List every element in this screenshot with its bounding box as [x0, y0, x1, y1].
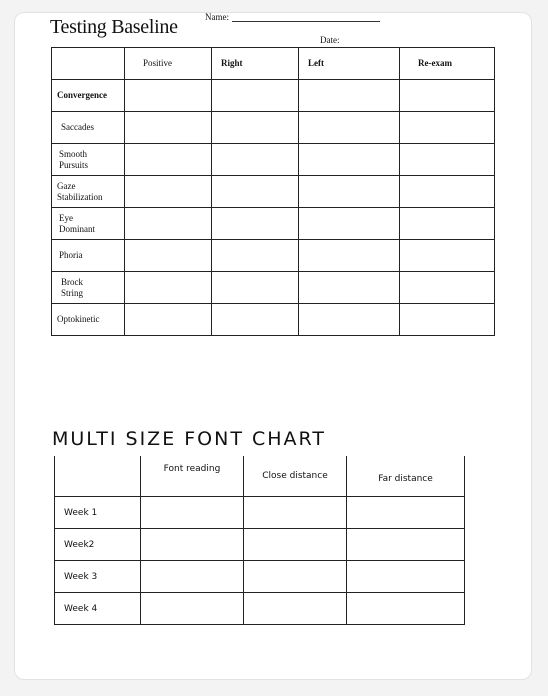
table-cell[interactable] — [125, 80, 212, 112]
testing-baseline-table — [51, 47, 495, 336]
row-label-phoria: Phoria — [52, 240, 125, 272]
table-cell[interactable] — [244, 497, 347, 529]
table-cell[interactable] — [125, 176, 212, 208]
table-row — [52, 176, 495, 208]
row-label-week-4: Week 4 — [55, 593, 141, 625]
date-label: Date: — [320, 35, 340, 45]
table-cell[interactable] — [141, 497, 244, 529]
name-underline — [232, 13, 380, 22]
table-cell[interactable] — [299, 112, 400, 144]
document-title: Testing Baseline — [50, 16, 178, 38]
table-cell[interactable] — [400, 208, 495, 240]
table-cell[interactable] — [299, 208, 400, 240]
table-cell[interactable] — [212, 304, 299, 336]
font-chart-table — [54, 456, 465, 625]
table-cell[interactable] — [141, 593, 244, 625]
table-row — [52, 80, 495, 112]
table-cell[interactable] — [299, 80, 400, 112]
header-cell-far-distance: Far distance — [347, 456, 465, 497]
row-label-saccades: Saccades — [52, 112, 125, 144]
table-row — [55, 593, 465, 625]
table-cell[interactable] — [212, 208, 299, 240]
table-cell[interactable] — [299, 144, 400, 176]
table-row — [55, 497, 465, 529]
header-cell-close-distance: Close distance — [244, 456, 347, 497]
table-cell[interactable] — [299, 272, 400, 304]
table-cell[interactable] — [347, 593, 465, 625]
table-cell[interactable] — [400, 144, 495, 176]
table-cell[interactable] — [125, 144, 212, 176]
table-row — [52, 272, 495, 304]
table-row — [52, 240, 495, 272]
row-label-optokinetic: Optokinetic — [52, 304, 125, 336]
table-row — [52, 304, 495, 336]
table-cell[interactable] — [299, 176, 400, 208]
row-label-week-3: Week 3 — [55, 561, 141, 593]
header-cell-reexam: Re-exam — [400, 48, 495, 80]
table-cell[interactable] — [244, 561, 347, 593]
table-row — [52, 144, 495, 176]
table-cell[interactable] — [212, 240, 299, 272]
table-cell[interactable] — [244, 593, 347, 625]
table-cell[interactable] — [212, 176, 299, 208]
header-cell-empty — [55, 456, 141, 497]
table-row — [55, 561, 465, 593]
table-cell[interactable] — [141, 561, 244, 593]
header-cell-font-reading: Font reading — [141, 456, 244, 497]
table-cell[interactable] — [244, 529, 347, 561]
table-cell[interactable] — [347, 561, 465, 593]
table-cell[interactable] — [400, 240, 495, 272]
table-cell[interactable] — [347, 529, 465, 561]
header-cell-left: Left — [299, 48, 400, 80]
table-cell[interactable] — [400, 176, 495, 208]
header-cell-positive: Positive — [125, 48, 212, 80]
row-label-gaze-stabilization: Gaze Stabilization — [52, 176, 125, 208]
table-row — [52, 112, 495, 144]
header-cell-empty — [52, 48, 125, 80]
table-cell[interactable] — [400, 112, 495, 144]
table-cell[interactable] — [299, 240, 400, 272]
table-cell[interactable] — [125, 304, 212, 336]
row-label-week-2: Week2 — [55, 529, 141, 561]
name-label: Name: — [205, 12, 229, 22]
table-cell[interactable] — [212, 144, 299, 176]
row-label-brock-string: Brock String — [52, 272, 125, 304]
table-cell[interactable] — [125, 240, 212, 272]
table-row — [55, 529, 465, 561]
table-cell[interactable] — [125, 208, 212, 240]
table-row — [52, 208, 495, 240]
header-cell-right: Right — [212, 48, 299, 80]
font-chart-header-row — [55, 456, 465, 497]
row-label-smooth-pursuits: Smooth Pursuits — [52, 144, 125, 176]
row-label-week-1: Week 1 — [55, 497, 141, 529]
table-cell[interactable] — [141, 529, 244, 561]
table-cell[interactable] — [400, 272, 495, 304]
table-cell[interactable] — [212, 112, 299, 144]
row-label-eye-dominant: Eye Dominant — [52, 208, 125, 240]
table-cell[interactable] — [299, 304, 400, 336]
table-cell[interactable] — [125, 112, 212, 144]
table-cell[interactable] — [212, 272, 299, 304]
row-label-convergence: Convergence — [52, 80, 125, 112]
table-cell[interactable] — [347, 497, 465, 529]
name-field — [205, 12, 380, 22]
table-cell[interactable] — [400, 304, 495, 336]
font-chart-title: MULTI SIZE FONT CHART — [52, 428, 326, 450]
table-cell[interactable] — [125, 272, 212, 304]
table-header-row — [52, 48, 495, 80]
table-cell[interactable] — [212, 80, 299, 112]
table-cell[interactable] — [400, 80, 495, 112]
